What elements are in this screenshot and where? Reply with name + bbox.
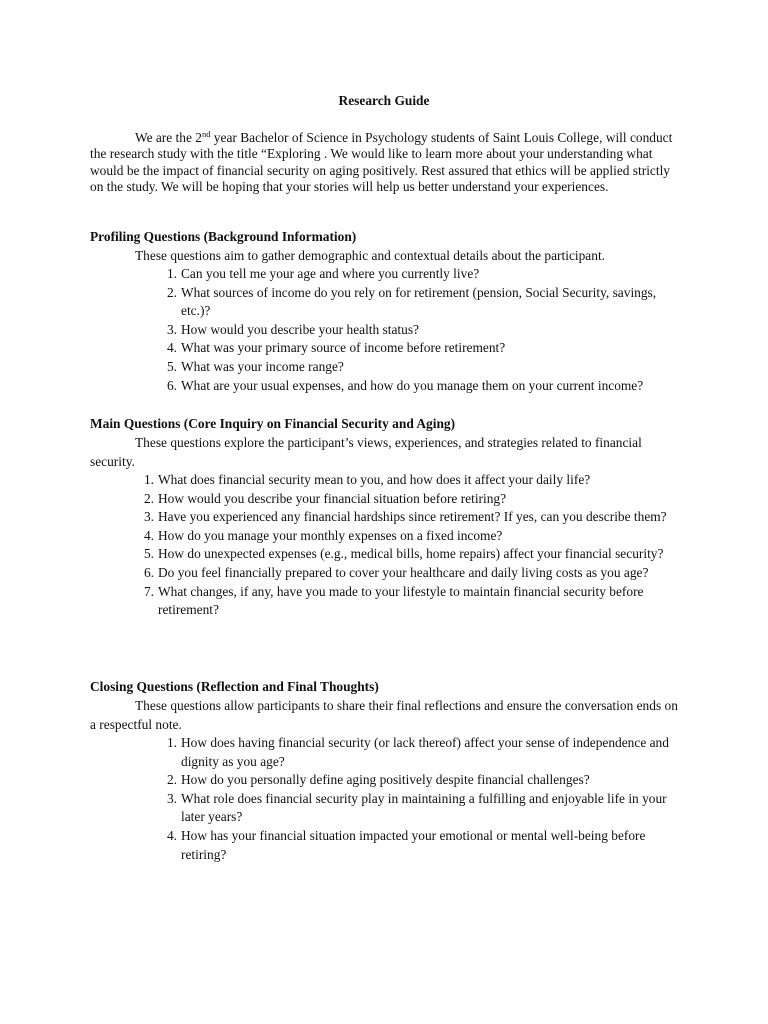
profiling-description: These questions aim to gather demographic and contextual details about the participant.: [135, 248, 606, 263]
question-text: How do you personally define aging positively despite financial challenges?: [181, 772, 590, 788]
intro-text-rest: year Bachelor of Science in Psychology students of Saint Louis College, will conduct the research study with the title “Exploring . We would like to learn more about your understanding what would be the impact of financial security on aging positively. Rest assured that ethics will be applied strictly on the study. We will be hoping that your stories will help us better understand your experiences.: [90, 130, 673, 195]
list-number: 2.: [143, 490, 154, 506]
list-number: 6.: [143, 564, 154, 580]
list-number: 1.: [166, 266, 177, 281]
question-text: What changes, if any, have you made to your lifestyle to maintain financial security before retirement?: [158, 583, 644, 618]
question-text: What does financial security mean to you, and how does it affect your daily life?: [158, 472, 591, 487]
main-description: These questions explore the participant’s views, experiences, and strategies related to financial security.: [90, 435, 642, 469]
intro-superscript: nd: [201, 129, 211, 139]
closing-question-list: [166, 734, 681, 864]
list-number: 4.: [143, 527, 154, 543]
closing-description: These questions allow participants to share their final reflections and ensure the conversation ends on a respectful note.: [90, 698, 678, 732]
question-text: Can you tell me your age and where you currently live?: [181, 266, 480, 281]
intro-paragraph: [90, 130, 678, 196]
profiling-heading: Profiling Questions (Background Information): [90, 229, 357, 244]
list-number: 2.: [166, 772, 177, 788]
list-number: 1.: [143, 472, 154, 487]
question-text: What are your usual expenses, and how do you manage them on your current income?: [181, 377, 644, 393]
list-number: 3.: [166, 790, 177, 806]
list-item: [143, 471, 678, 490]
list-item: [166, 339, 681, 358]
list-item: [166, 734, 681, 771]
question-text: How would you describe your health status?: [181, 321, 420, 337]
list-item: [166, 284, 681, 321]
question-text: What was your primary source of income before retirement?: [181, 340, 506, 356]
list-number: 3.: [166, 321, 177, 337]
list-number: 5.: [143, 546, 154, 562]
list-number: 3.: [143, 509, 154, 525]
list-item: [166, 265, 681, 284]
list-number: 7.: [143, 583, 154, 599]
list-number: 2.: [166, 284, 177, 300]
list-number: 4.: [166, 827, 177, 843]
closing-heading: Closing Questions (Reflection and Final Thoughts): [90, 679, 379, 694]
list-item: [143, 583, 678, 620]
list-item: [166, 827, 681, 864]
list-number: 1.: [166, 735, 177, 750]
question-text: What sources of income do you rely on for retirement (pension, Social Security, savings, etc.)?: [181, 284, 657, 319]
list-item: [166, 358, 681, 377]
list-number: 5.: [166, 358, 177, 374]
main-heading: Main Questions (Core Inquiry on Financial Security and Aging): [90, 416, 456, 431]
question-text: How does having financial security (or lack thereof) affect your sense of independence and dignity as you age?: [181, 735, 669, 769]
page-title: Research Guide: [338, 93, 430, 108]
list-item: [166, 321, 681, 340]
question-text: How do you manage your monthly expenses on a fixed income?: [158, 527, 503, 543]
question-text: How would you describe your financial situation before retiring?: [158, 490, 507, 506]
question-text: Have you experienced any financial hardships since retirement? If yes, can you describe them?: [158, 509, 667, 525]
list-number: 4.: [166, 340, 177, 356]
list-item: [143, 508, 678, 527]
list-item: [143, 545, 678, 564]
list-item: [143, 564, 678, 583]
intro-text-start: We are the 2: [135, 130, 202, 145]
question-text: How has your financial situation impacted your emotional or mental well-being before retiring?: [181, 827, 646, 862]
list-number: 6.: [166, 377, 177, 393]
question-text: What was your income range?: [181, 358, 344, 374]
question-text: What role does financial security play in maintaining a fulfilling and enjoyable life in your later years?: [181, 790, 667, 825]
question-text: Do you feel financially prepared to cover your healthcare and daily living costs as you age?: [158, 564, 649, 580]
profiling-question-list: [166, 265, 681, 395]
list-item: [166, 771, 681, 790]
list-item: [143, 527, 678, 546]
list-item: [166, 377, 681, 396]
list-item: [143, 490, 678, 509]
list-item: [166, 790, 681, 827]
question-text: How do unexpected expenses (e.g., medical bills, home repairs) affect your financial security?: [158, 546, 664, 562]
main-question-list: [143, 471, 678, 620]
